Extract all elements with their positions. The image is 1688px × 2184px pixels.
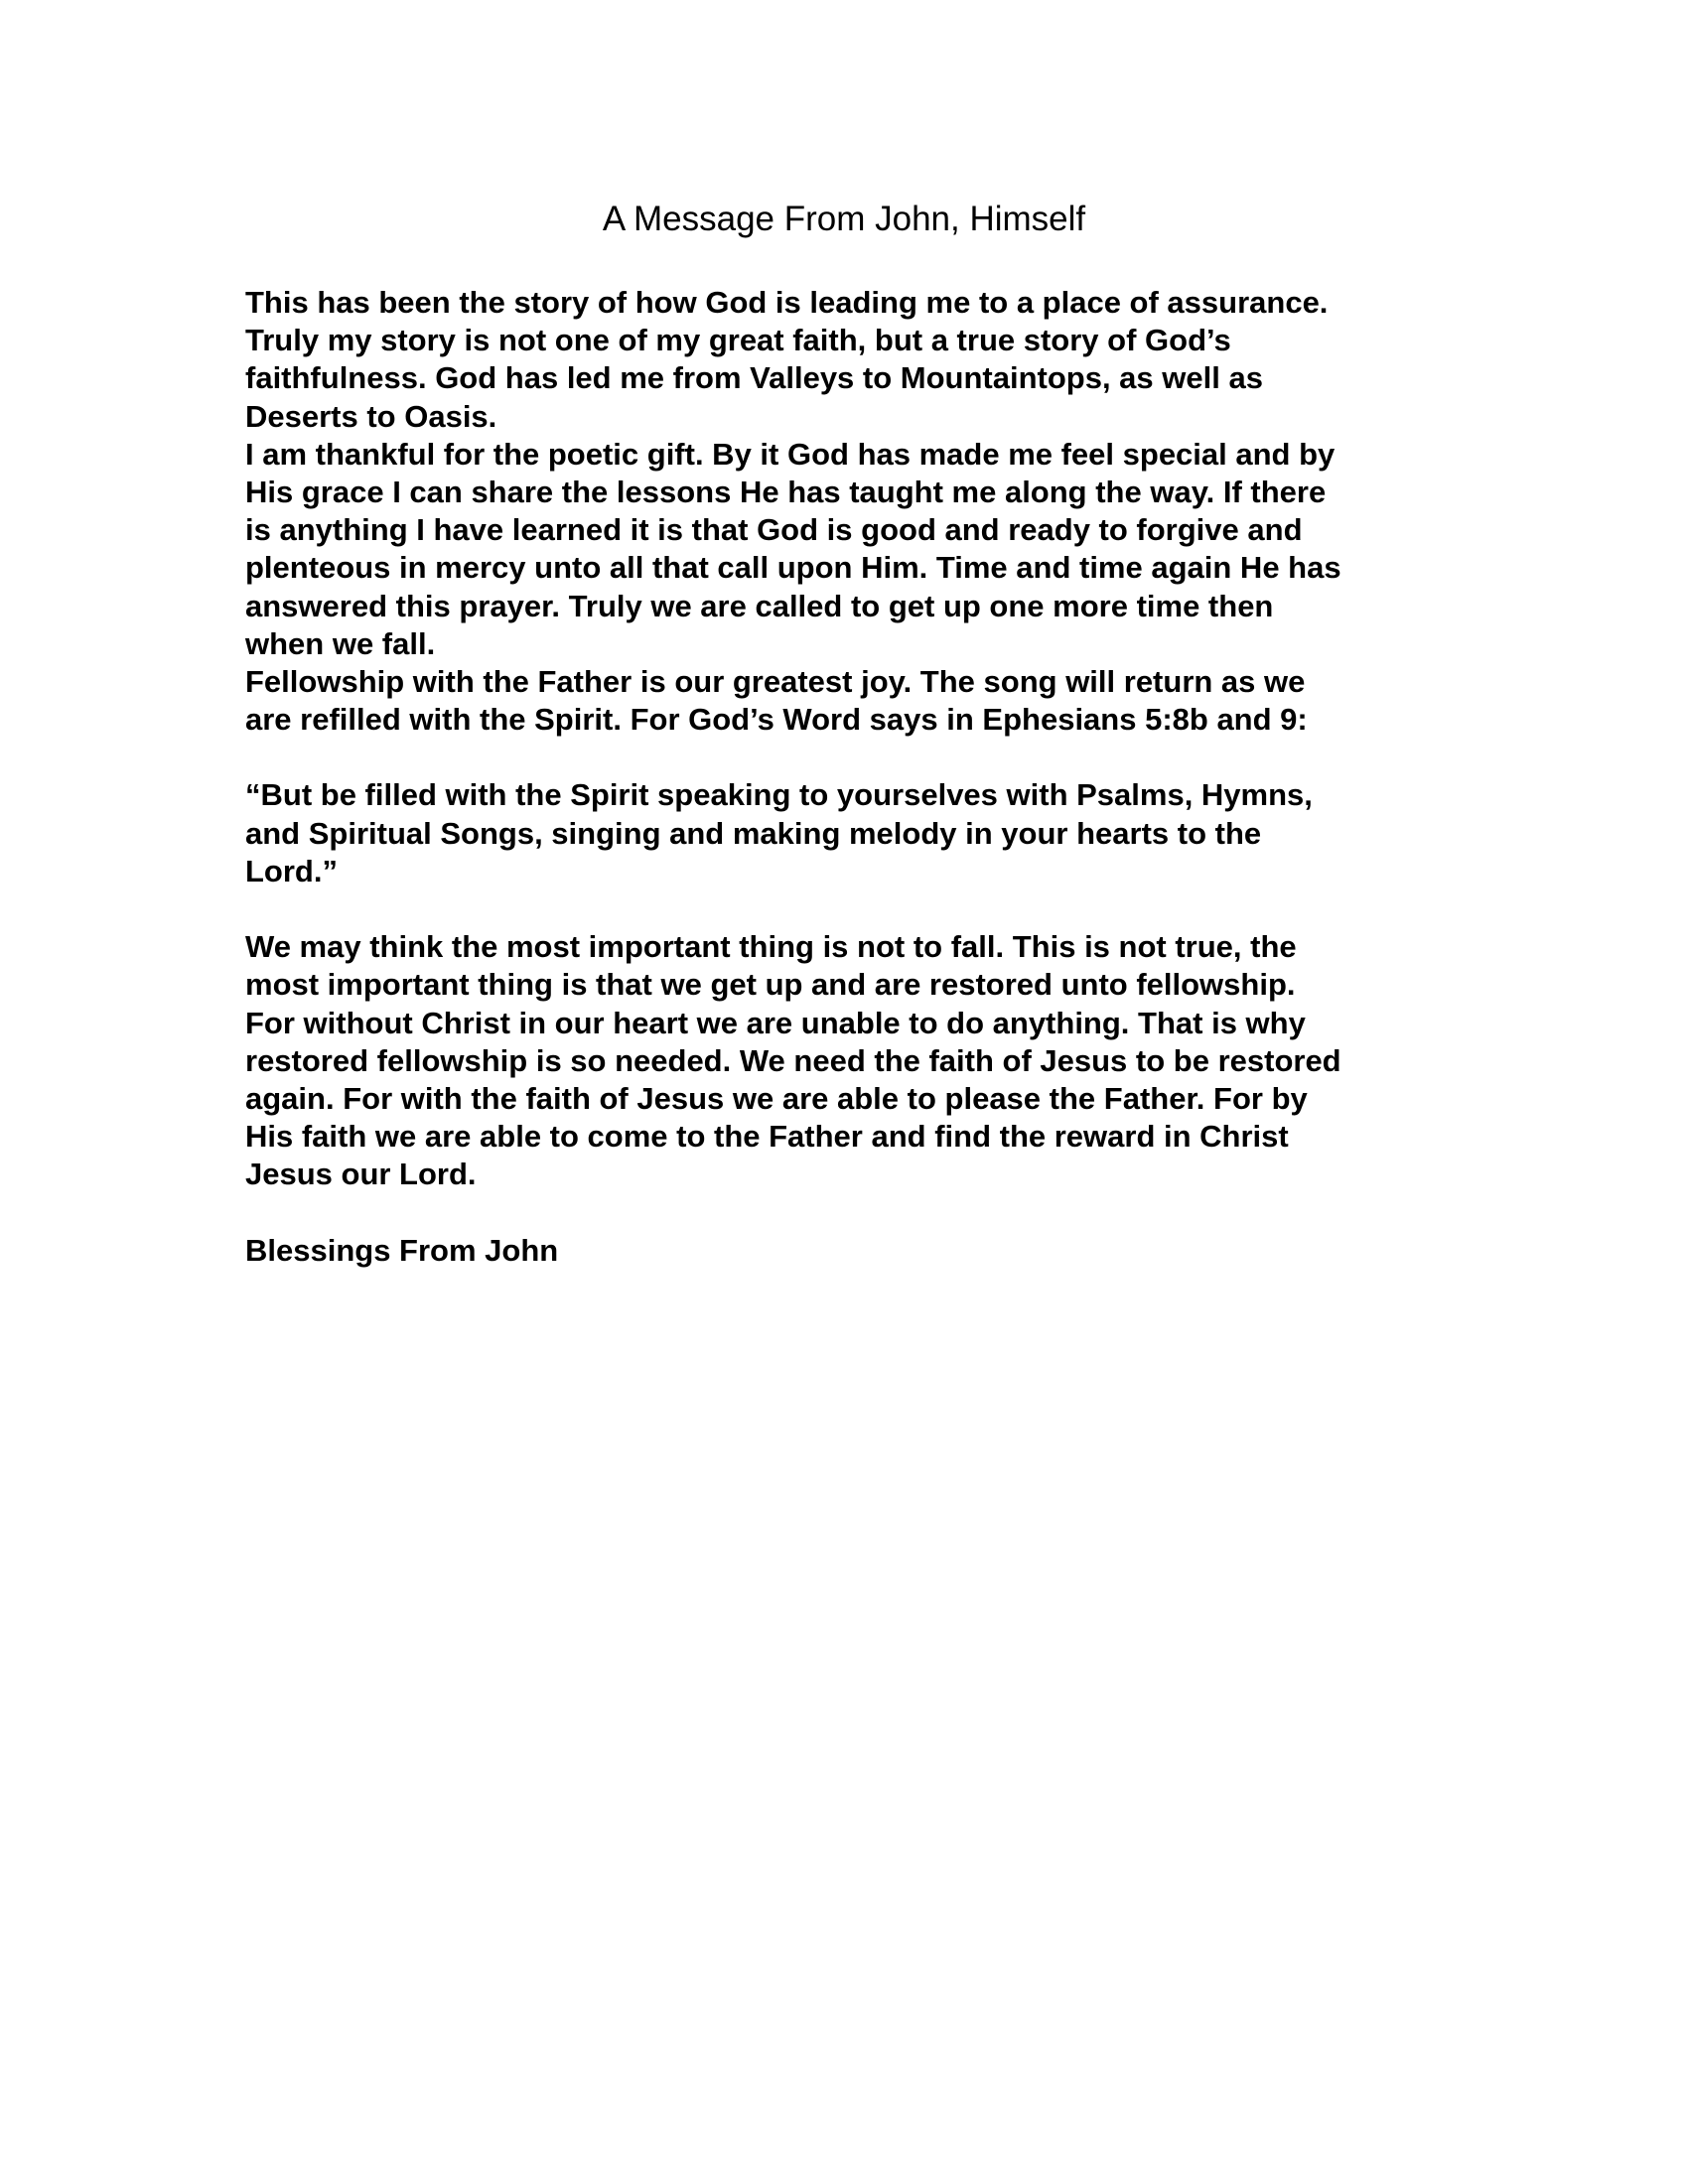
text-line: Truly my story is not one of my great faith, but a true story of God’s (245, 323, 1231, 358)
text-line: “But be filled with the Spirit speaking to yourselves with Psalms, Hymns, (245, 777, 1313, 813)
text-line: faithfulness. God has led me from Valleys to Mountaintops, as well as (245, 360, 1263, 396)
text-line: again. For with the faith of Jesus we are able to please the Father. For by (245, 1080, 1308, 1116)
text-line: is anything I have learned it is that God is good and ready to forgive and (245, 512, 1303, 548)
text-line: Jesus our Lord. (245, 1157, 477, 1192)
text-line: and Spiritual Songs, singing and making melody in your hearts to the (245, 815, 1262, 851)
text-line: answered this prayer. Truly we are called to get up one more time then (245, 588, 1274, 623)
text-line: His grace I can share the lessons He has taught me along the way. If there (245, 474, 1327, 509)
paragraph-spacer (245, 890, 1477, 928)
text-line: Fellowship with the Father is our greatest joy. The song will return as we (245, 663, 1306, 699)
paragraph-spacer (245, 1194, 1477, 1232)
paragraph-restoration (245, 928, 1477, 1193)
text-line: This has been the story of how God is leading me to a place of assurance. (245, 285, 1329, 320)
paragraph-poetic-gift (245, 436, 1477, 663)
text-line: most important thing is that we get up and are restored unto fellowship. (245, 967, 1296, 1003)
text-line: His faith we are able to come to the Father and find the reward in Christ (245, 1119, 1289, 1155)
paragraph-assurance (245, 284, 1477, 436)
text-line: Lord.” (245, 853, 338, 888)
paragraph-spacer (245, 739, 1477, 776)
message-body (245, 284, 1477, 1270)
scripture-quote (245, 776, 1477, 890)
text-line: Deserts to Oasis. (245, 398, 497, 434)
text-line: For without Christ in our heart we are unable to do anything. That is why (245, 1005, 1306, 1040)
text-line: I am thankful for the poetic gift. By it God has made me feel special and by (245, 436, 1336, 472)
text-line: when we fall. (245, 625, 436, 661)
page-title: A Message From John, Himself (602, 200, 1086, 238)
text-line: restored fellowship is so needed. We need the faith of Jesus to be restored (245, 1042, 1341, 1078)
signature: Blessings From John (245, 1232, 559, 1268)
text-line: We may think the most important thing is not to fall. This is not true, the (245, 929, 1297, 965)
paragraph-fellowship (245, 663, 1477, 739)
text-line: plenteous in mercy unto all that call upon Him. Time and time again He has (245, 550, 1341, 586)
text-line: are refilled with the Spirit. For God’s Word says in Ephesians 5:8b and 9: (245, 702, 1308, 738)
